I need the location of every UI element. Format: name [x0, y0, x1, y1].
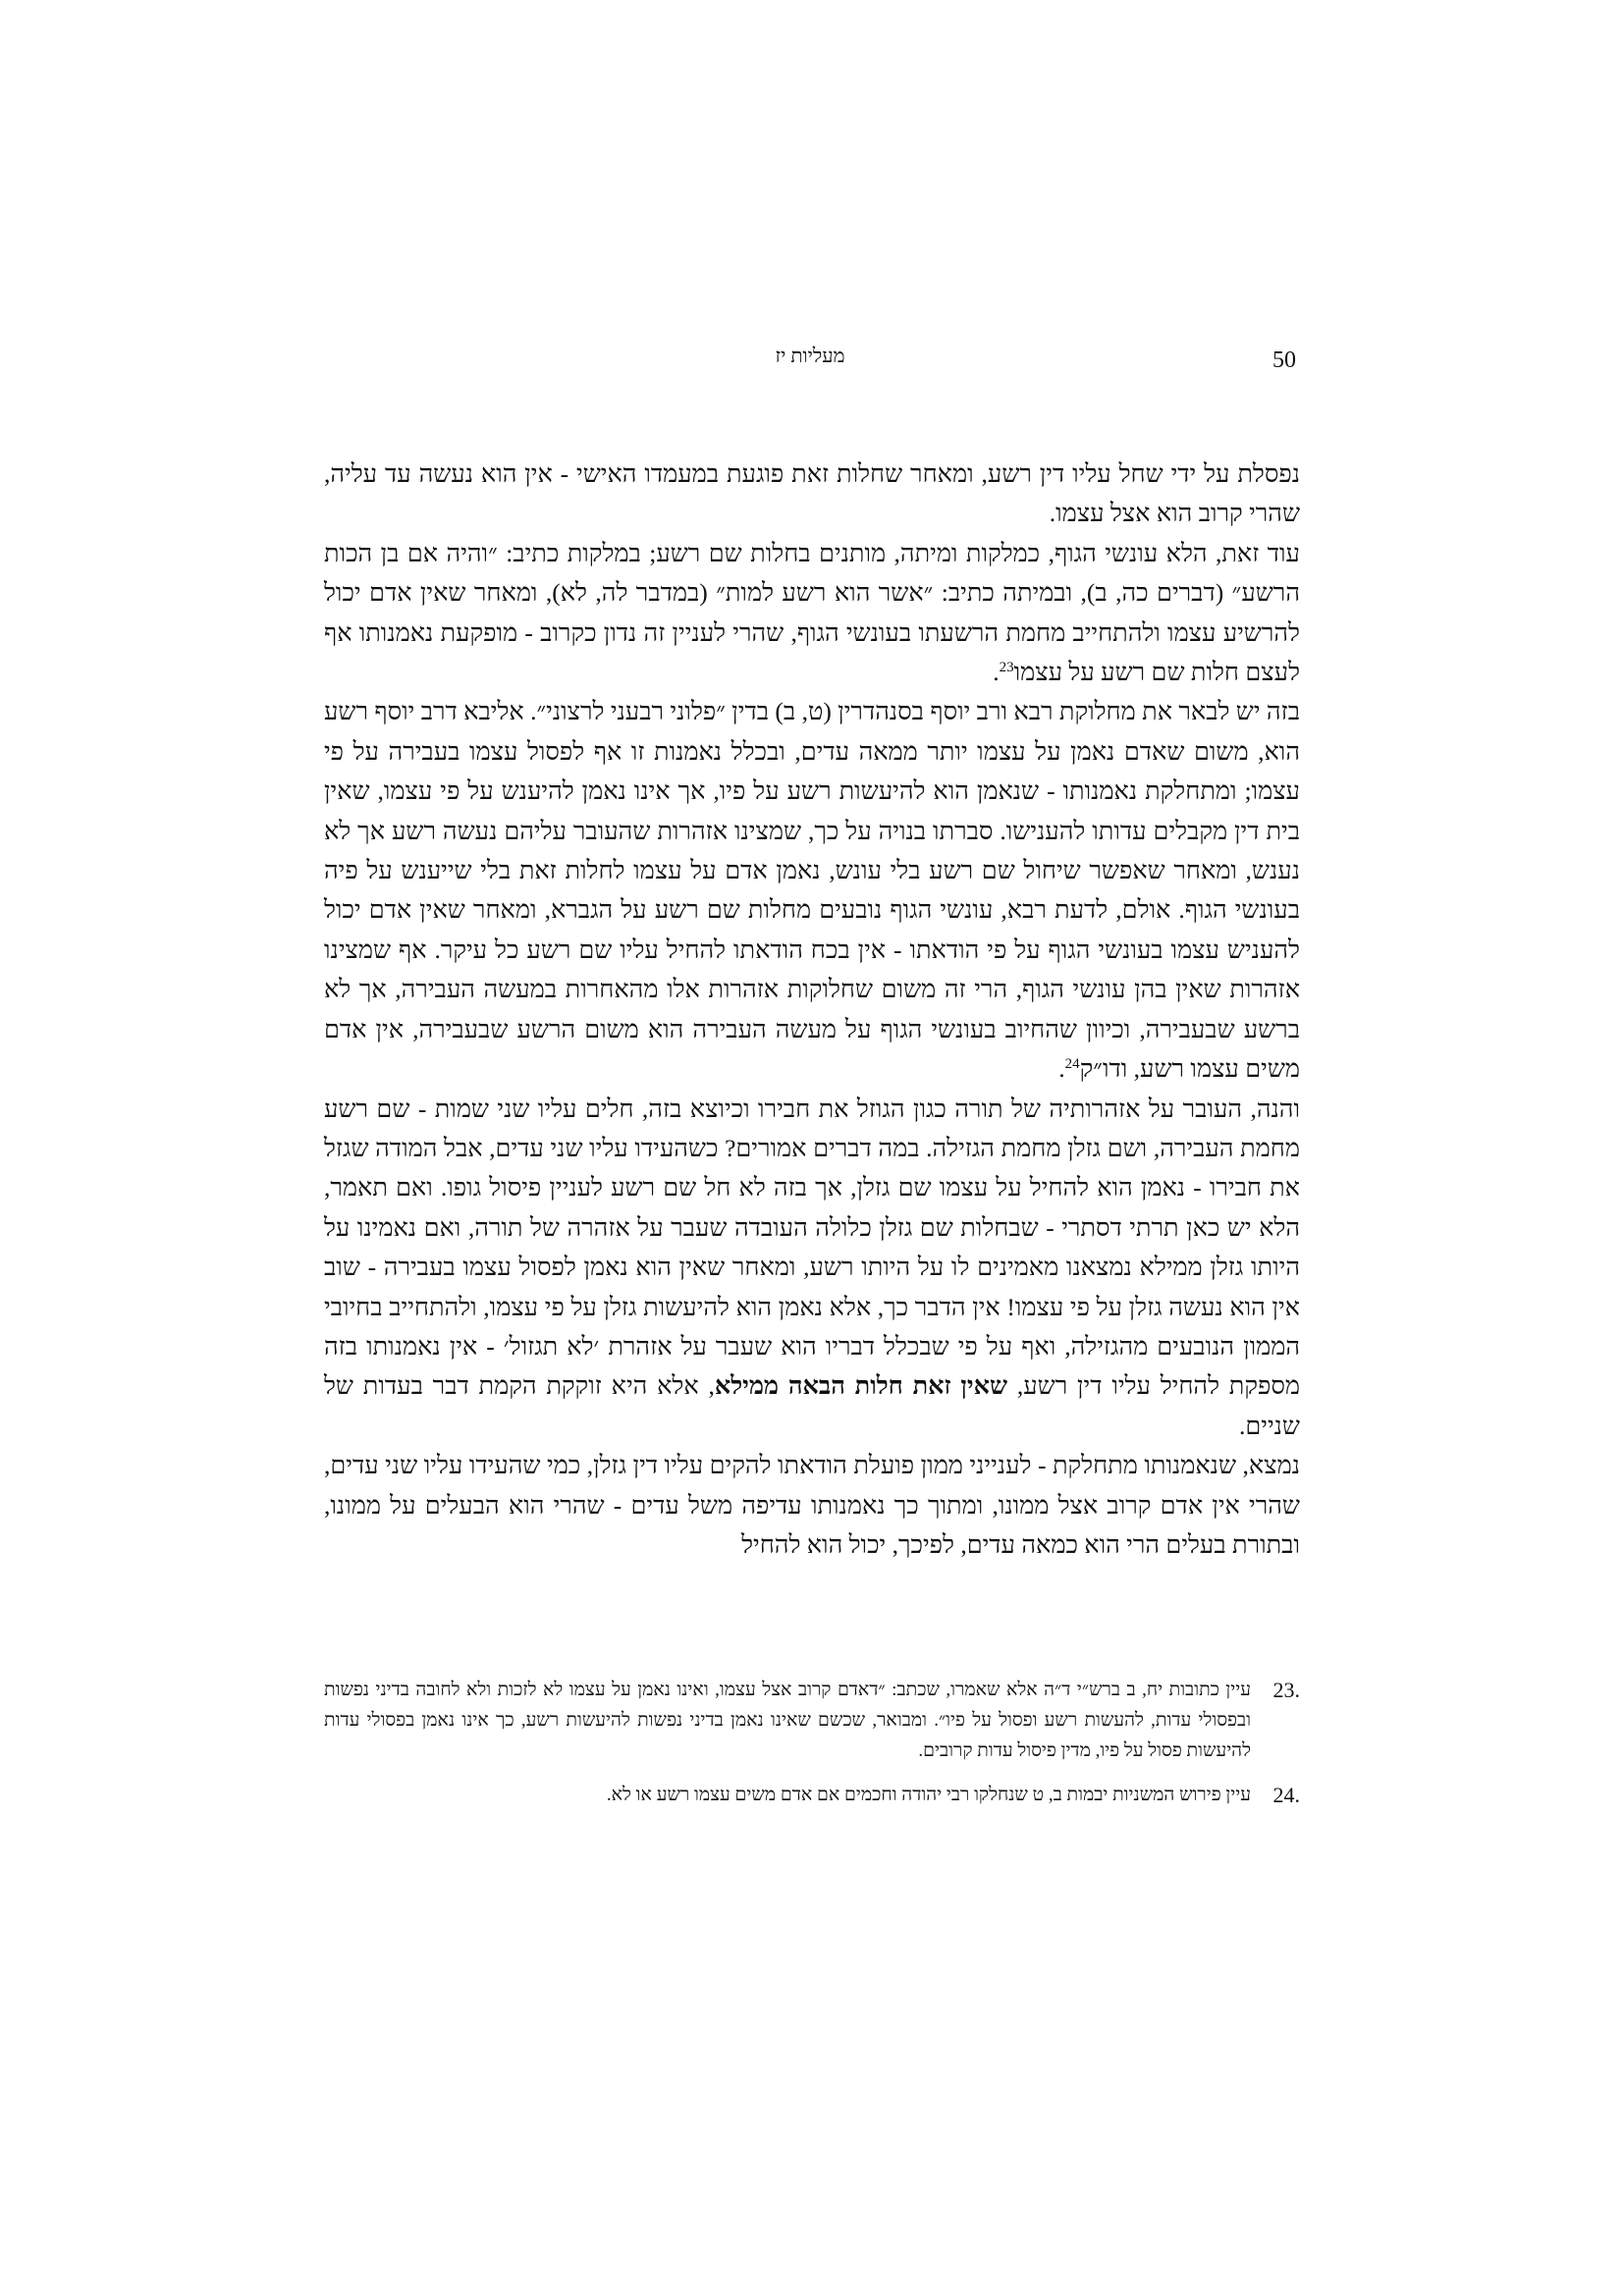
- paragraph-2-text: עוד זאת, הלא עונשי הגוף, כמלקות ומיתה, מותנים בחלות שם רשע; במלקות כתיב: ״והיה אם בן הכות הרשע״ (דברים כה, ב), ובמיתה כתיב: ״אשר הוא רשע למות״ (במדבר לה, לא), ומאחר שאין אדם יכול להרשיע עצמו ולהתחייב מחמת הרשעתו בעונשי הגוף, שהרי לעניין זה נדון כקרוב - מופקעת נאמנותו אף לעצם חלות שם רשע על עצמו: [324, 538, 1300, 687]
- footnote-ref-23[interactable]: 23: [999, 660, 1014, 676]
- footnote-number: 24.: [1272, 1783, 1300, 1807]
- paragraph-1: נפסלת על ידי שחל עליו דין רשע, ומאחר שחלות זאת פוגעת במעמדו האישי - אין הוא נעשה עד עליה, שהרי קרוב הוא אצל עצמו.: [324, 459, 1300, 528]
- body-text: [324, 454, 1300, 1565]
- paragraph-3: [324, 692, 1300, 1089]
- page-header: [324, 338, 1296, 377]
- page-number: 50: [1272, 347, 1296, 373]
- footnote-text: עיין כתובות יח, ב ברש״י ד״ה אלא שאמרו, שכתב: ״דאדם קרוב אצל עצמו, ואינו נאמן על עצמו לא לזכות ולא לחובה בדיני נפשות ובפסולי עדות, להעשות רשע ופסול על פיו״. ומבואר, שכשם שאינו נאמן בדיני נפשות להיעשות רשע, כך אינו נאמן בפסולי עדות להיעשות פסול על פיו, מדין פיסול עדות קרובים.: [324, 1680, 1251, 1761]
- paragraph-4-bold: שאין זאת חלות הבאה ממילא: [714, 1371, 1008, 1401]
- paragraph-3-end: .: [1058, 1054, 1065, 1084]
- paragraph-4-text-b: , אלא היא זוקקת הקמת דבר בעדות של שניים.: [324, 1371, 1300, 1440]
- paragraph-5: נמצא, שנאמנותו מתחלקת - לענייני ממון פועלת הודאתו להקים עליו דין גזלן, כמי שהעידו עליו שני עדים, שהרי אין אדם קרוב אצל ממונו, ומתוך כך נאמנותו עדיפה משל עדים - שהרי הוא הבעלים על ממונו, ובתורת בעלים הרי הוא כמאה עדים, לפיכך, יכול הוא להחיל: [324, 1451, 1300, 1559]
- paragraph-4: [324, 1090, 1300, 1447]
- paragraph-2: [324, 534, 1300, 693]
- paragraph-4-text-a: והנה, העובר על אזהרותיה של תורה כגון הגוזל את חבירו וכיוצא בזה, חלים עליו שני שמות - שם רשע מחמת העבירה, ושם גזלן מחמת הגזילה. במה דברים אמורים? כשהעידו עליו שני עדים, אבל המודה שגזל את חבירו - נאמן הוא להחיל על עצמו שם גזלן, אך בזה לא חל שם רשע לעניין פיסול גופו. ואם תאמר, הלא יש כאן תרתי דסתרי - שבחלות שם גזלן כלולה העובדה שעבר על אזהרה של תורה, ואם נאמינו על היותו גזלן ממילא נמצאנו מאמינים לו על היותו רשע, ומאחר שאין הוא נאמן לפסול עצמו בעבירה - שוב אין הוא נעשה גזלן על פי עצמו! אין הדבר כך, אלא נאמן הוא להיעשות גזלן על פי עצמו, ולהתחייב בחיובי הממון הנובעים מהגזילה, ואף על פי שבכלל דבריו הוא שעבר על אזהרת ׳לא תגזול׳ - אין נאמנותו בזה מספקת להחיל עליו דין רשע,: [324, 1094, 1300, 1401]
- paragraph-3-text: בזה יש לבאר את מחלוקת רבא ורב יוסף בסנהדרין (ט, ב) בדין ״פלוני רבעני לרצוני״. אליבא דרב יוסף רשע הוא, משום שאדם נאמן על עצמו יותר ממאה עדים, ובכלל נאמנות זו אף לפסול עצמו בעבירה על פי עצמו; ומתחלקת נאמנותו - שנאמן הוא להיעשות רשע על פיו, אך אינו נאמן להיענש על פי עצמו, שאין בית דין מקבלים עדותו להענישו. סברתו בנויה על כך, שמצינו אזהרות שהעובר עליהם נעשה רשע אך לא נענש, ומאחר שאפשר שיחול שם רשע בלי עונש, נאמן אדם על עצמו לחלות זאת בלי שייענש על פיה בעונשי הגוף. אולם, לדעת רבא, עונשי הגוף נובעים מחלות שם רשע על הגברא, ומאחר שאין אדם יכול להעניש עצמו בעונשי הגוף על פי הודאתו - אין בכח הודאתו להחיל עליו שם רשע כל עיקר. אף שמצינו אזהרות שאין בהן עונשי הגוף, הרי זה משום שחלוקות אזהרות אלו מהאחרות במעשה העבירה, אך לא ברשע שבעבירה, וכיוון שהחיוב בעונשי הגוף על מעשה העבירה הוא משום הרשע שבעבירה, אין אדם משים עצמו רשע, ודו״ק: [324, 697, 1300, 1084]
- running-head: מעליות יז: [775, 346, 845, 367]
- footnote-ref-24[interactable]: 24: [1064, 1056, 1080, 1073]
- footnote-number: 23.: [1272, 1678, 1300, 1702]
- footnote-23: [324, 1675, 1300, 1766]
- footnote-text: עיין פירוש המשניות יבמות ב, ט שנחלקו רבי יהודה וחכמים אם אדם משים עצמו רשע או לא.: [606, 1785, 1251, 1805]
- footnote-24: [324, 1780, 1300, 1810]
- paragraph-2-end: .: [993, 658, 1000, 687]
- footnotes: [324, 1675, 1300, 1824]
